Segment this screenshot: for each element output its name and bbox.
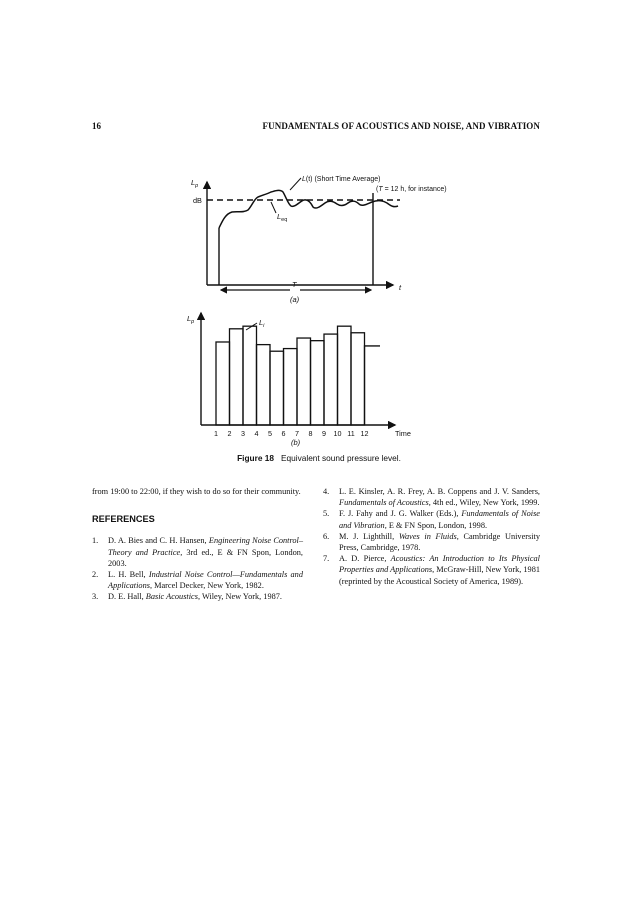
x-tick-label: 3	[241, 429, 245, 438]
leq-leader	[271, 202, 276, 213]
panel-b	[187, 313, 411, 447]
figure-caption-label: Figure 18	[237, 453, 274, 463]
reference-item: 3. D. E. Hall, Basic Acoustics, Wiley, New York, 1987.	[92, 592, 282, 602]
page-number: 16	[92, 121, 101, 131]
reference-item: 6. M. J. Lighthill, Waves in Fluids, Cambridge University Press, Cambridge, 1978.	[323, 531, 540, 553]
figure-caption-text: Equivalent sound pressure level.	[280, 453, 401, 463]
bar-3	[243, 326, 257, 425]
right-column	[323, 486, 540, 587]
x-tick-label: 2	[227, 429, 232, 438]
panel-a-label: (a)	[290, 295, 300, 304]
bar-label: $L_i$	[259, 318, 265, 329]
x-tick-labels	[214, 429, 369, 438]
left-column	[92, 486, 303, 603]
bar-11	[351, 333, 365, 425]
reference-item: 5. F. J. Fahy and J. G. Walker (Eds.), Fundamentals of Noise and Vibration, E & FN Spon, London, 1998.	[323, 509, 540, 530]
reference-item: 7. A. D. Pierce, Acoustics: An Introduction to Its Physical Properties and Applications, McGraw-Hill, New York, 1981 (reprinted by the Acoustical Society of America, 1989).	[323, 554, 540, 586]
bar-1	[216, 342, 230, 425]
body-paragraph: from 19:00 to 22:00, if they wish to do so for their community.	[92, 487, 301, 496]
x-tick-label: 10	[333, 429, 342, 438]
x-tick-label: 1	[214, 429, 218, 438]
panel-a-x-label: t	[399, 283, 402, 292]
panel-b-label: (b)	[291, 438, 301, 447]
running-title: FUNDAMENTALS OF ACOUSTICS AND NOISE, AND VIBRATION	[262, 121, 540, 131]
reference-number: 1.	[92, 536, 99, 546]
panel-a-unit: dB	[193, 196, 202, 205]
bar-5	[270, 351, 284, 425]
x-tick-label: 12	[360, 429, 369, 438]
reference-number: 4.	[323, 487, 330, 496]
bar-8	[311, 341, 325, 425]
curve-label: L(t) (Short Time Average)	[302, 176, 381, 183]
bar-12	[365, 346, 381, 425]
bar-9	[324, 334, 338, 425]
references-list-left	[92, 535, 303, 602]
period-label: T	[292, 280, 297, 289]
bar-7	[297, 338, 311, 425]
reference-number: 3.	[92, 592, 99, 602]
reference-number: 2.	[92, 570, 99, 580]
bar-10	[338, 326, 352, 425]
panel-b-y-label: $L_p$	[187, 314, 195, 325]
x-tick-label: 5	[268, 429, 272, 438]
references-heading: REFERENCES	[92, 514, 155, 525]
bar-6	[284, 349, 298, 425]
panel-b-x-label: Time	[395, 429, 411, 438]
x-tick-label: 4	[254, 429, 259, 438]
x-tick-label: 7	[295, 429, 299, 438]
bars	[216, 326, 380, 425]
panel-a-y-label: $L_p$	[191, 178, 199, 189]
curve-label-leader	[290, 178, 301, 190]
reference-item: 1. D. A. Bies and C. H. Hansen, Engineering Noise Control–Theory and Practice, 3rd ed., E & FN Spon, London, 2003.	[92, 536, 304, 568]
x-tick-label: 8	[308, 429, 313, 438]
reference-item: 2. L. H. Bell, Industrial Noise Control—Fundamentals and Applications, Marcel Decker, New York, 1982.	[92, 570, 303, 591]
x-tick-label: 6	[281, 429, 286, 438]
reference-number: 7.	[323, 554, 330, 564]
panel-a	[191, 176, 447, 304]
x-tick-label: 9	[322, 429, 326, 438]
short-time-average-curve	[219, 190, 398, 228]
period-note: (T = 12 h, for instance)	[376, 186, 447, 193]
leq-label: $L_{eq}$	[277, 212, 288, 223]
reference-number: 6.	[323, 531, 330, 541]
references-list-right	[323, 486, 540, 587]
reference-item: 4. L. E. Kinsler, A. R. Frey, A. B. Coppens and J. V. Sanders, Fundamentals of Acoustics, 4th ed., Wiley, New York, 1999.	[323, 487, 540, 508]
bar-2	[230, 329, 244, 425]
bar-4	[257, 345, 271, 425]
reference-number: 5.	[323, 509, 330, 519]
x-tick-label: 11	[347, 429, 355, 438]
figure-caption	[0, 453, 638, 463]
